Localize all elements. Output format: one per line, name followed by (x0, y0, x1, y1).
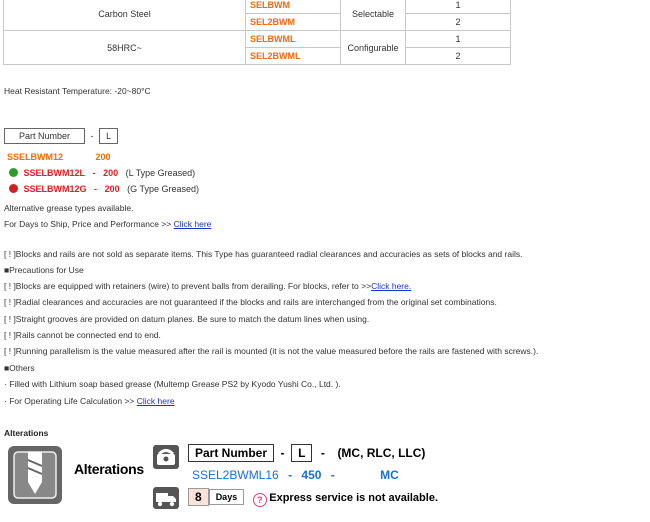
spec-code: SELBWML (246, 31, 341, 48)
precautions-heading: ■Precautions for Use (4, 265, 84, 275)
note-text: [ ! ]Radial clearances and accuracies are not guaranteed if the blocks and rails are interchanged from the original set combinations. (4, 297, 497, 307)
spec-code: SEL2BWML (246, 48, 341, 65)
separator: - (288, 468, 293, 482)
operating-life-link[interactable]: Click here (136, 396, 175, 406)
variant-value: 200 (103, 168, 119, 178)
note-line (4, 281, 411, 291)
alt-grease-text: Alternative grease types available. (4, 203, 134, 213)
base-value: 200 (95, 152, 111, 162)
separator: - (94, 184, 98, 194)
heat-resistant-text: Heat Resistant Temperature: -20~80°C (4, 86, 151, 96)
days-row (188, 488, 438, 507)
part-number-label: Part Number (4, 128, 85, 144)
note-text: · For Operating Life Calculation >> (4, 396, 137, 406)
spec-value: 1 (406, 0, 511, 14)
separator: - (90, 131, 94, 141)
hardness-cell: 58HRC~ (4, 31, 246, 65)
alt-options: (MC, RLC, LLC) (337, 446, 426, 460)
spec-value: 2 (406, 14, 511, 31)
variant-row[interactable] (9, 168, 195, 178)
variant-value: 200 (104, 184, 120, 194)
green-dot-icon (9, 168, 18, 177)
example-length: 450 (301, 468, 322, 482)
alterations-section-title: Alterations (4, 428, 49, 438)
base-code[interactable]: SSELBWM12 (7, 152, 64, 162)
spec-code: SELBWM (246, 0, 341, 14)
others-heading: ■Others (4, 363, 35, 373)
note-text: [ ! ]Straight grooves are provided on datum planes. Be sure to match the datum lines when using. (4, 314, 370, 324)
note-text: [ ! ]Running parallelism is the value measured after the rail is mounted (it is not the value measured before the rails are fastened with screws.). (4, 346, 539, 356)
days-to-ship-line (4, 219, 211, 229)
separator: - (320, 446, 325, 460)
variant-code[interactable]: SSELBWM12G (23, 184, 87, 194)
days-label: Days (209, 489, 245, 505)
alteration-example-row (192, 468, 399, 482)
spec-option: Configurable (341, 31, 406, 65)
alteration-part-row (188, 444, 425, 462)
note-text: · Filled with Lithium soap based grease (Multemp Grease PS2 by Kyodo Yushi Co., Ltd. ). (4, 379, 341, 389)
note-text: [ ! ]Rails cannot be connected end to end. (4, 330, 161, 340)
variant-code[interactable]: SSELBWM12L (23, 168, 86, 178)
phone-fax-icon (153, 445, 179, 469)
separator: - (330, 468, 335, 482)
separator: - (280, 446, 285, 460)
express-note: Express service is not available. (269, 492, 438, 504)
variant-desc: (L Type Greased) (125, 168, 196, 178)
alterations-icon (8, 446, 62, 504)
blocks-link[interactable]: Click here. (371, 281, 412, 291)
part-number-header (4, 128, 118, 144)
days-to-ship-link[interactable]: Click here (173, 219, 212, 229)
base-part-row (7, 152, 111, 162)
note-text: [ ! ]Blocks and rails are not sold as separate items. This Type has guaranteed radial clearances and accuracies as sets of blocks and rails. (4, 249, 523, 259)
spec-code: SEL2BWM (246, 14, 341, 31)
truck-icon (153, 487, 179, 509)
variant-desc: (G Type Greased) (127, 184, 199, 194)
note-text: [ ! ]Blocks are equipped with retainers (wire) to prevent balls from derailing. For blocks, refer to >> (4, 281, 372, 291)
example-code: SSEL2BWML16 (192, 468, 279, 482)
days-to-ship-text: For Days to Ship, Price and Performance >> (4, 219, 174, 229)
separator: - (92, 168, 96, 178)
spec-table (3, 0, 511, 65)
material-cell: Carbon Steel (4, 0, 246, 31)
alterations-label: Alterations (74, 461, 144, 477)
variant-row[interactable] (9, 184, 199, 194)
days-number: 8 (188, 488, 209, 506)
example-option: MC (380, 468, 399, 482)
alt-part-number-label: Part Number (188, 444, 274, 462)
spec-option: Selectable (341, 0, 406, 31)
spec-value: 2 (406, 48, 511, 65)
alt-suffix-box: L (291, 444, 312, 462)
spec-value: 1 (406, 31, 511, 48)
suffix-box: L (99, 128, 118, 144)
info-icon: ? (253, 493, 267, 507)
red-dot-icon (9, 184, 18, 193)
note-line (4, 396, 175, 406)
